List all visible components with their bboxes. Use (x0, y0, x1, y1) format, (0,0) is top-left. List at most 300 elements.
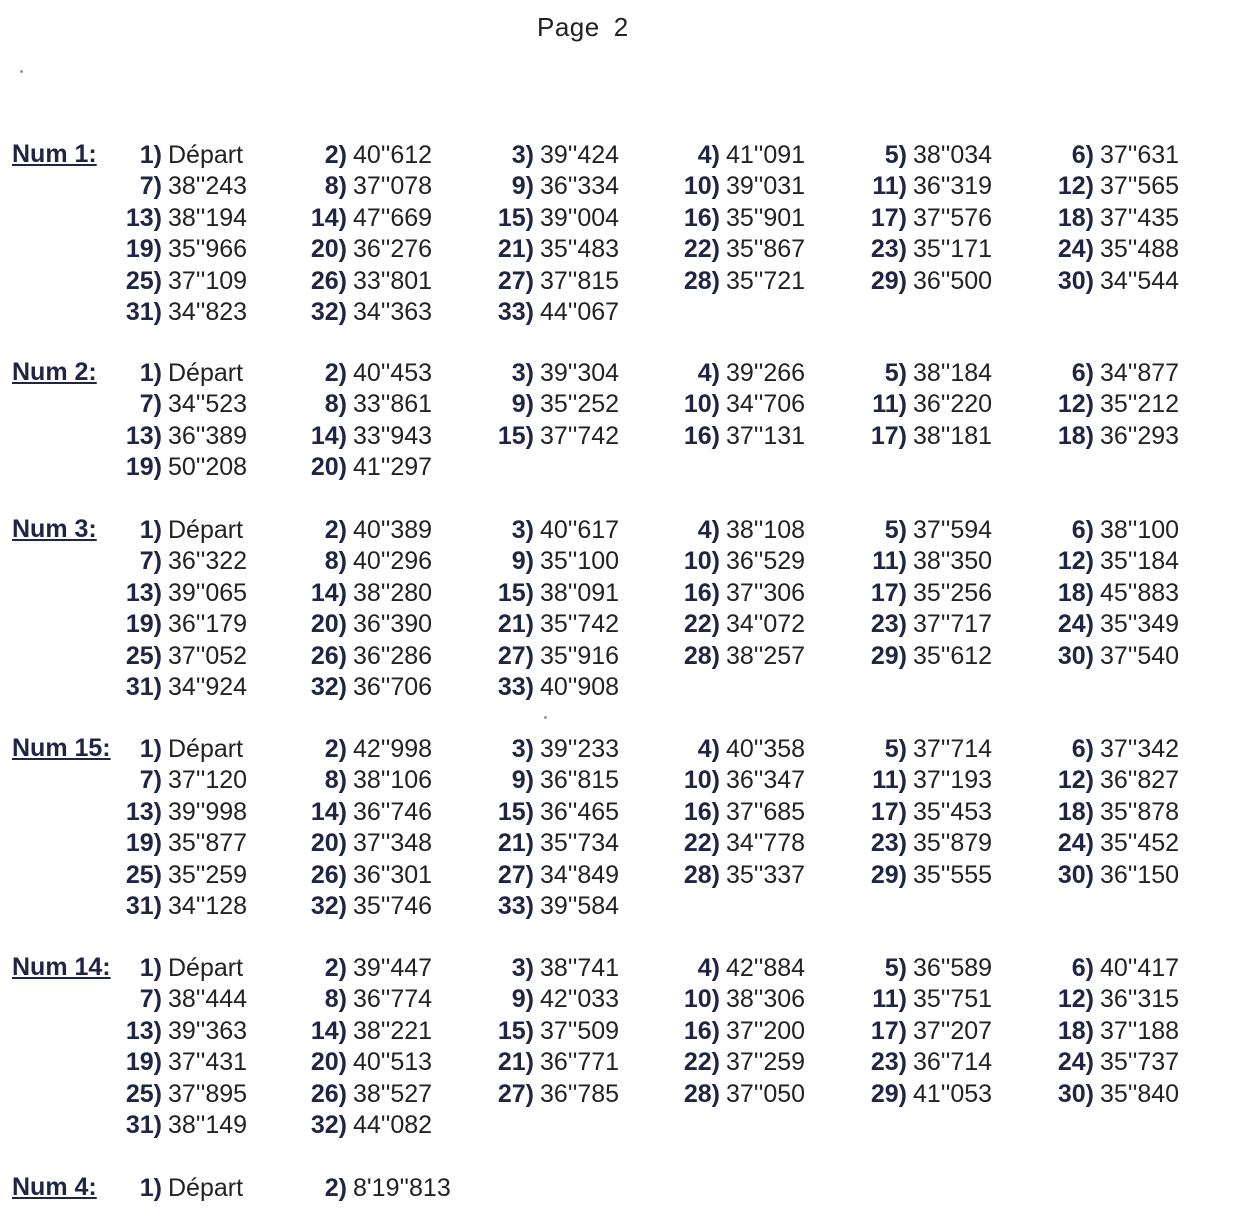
lap-time: 39''447 (353, 954, 433, 982)
lap-number: 25) (125, 266, 162, 295)
lap-entry (676, 828, 805, 859)
lap-time: 35''734 (540, 829, 620, 858)
lap-entry (303, 389, 432, 420)
lap-time: 35''916 (540, 641, 620, 670)
lap-entry (863, 358, 992, 389)
lap-number: 30) (1057, 860, 1094, 889)
lap-time: 39''233 (540, 735, 620, 763)
lap-time: 36''529 (726, 547, 806, 576)
lap-number: 32) (310, 673, 347, 701)
lap-entry (490, 734, 619, 765)
lap-entry (1050, 765, 1179, 796)
lap-time: 37''193 (913, 766, 993, 795)
lap-entry (118, 546, 247, 577)
lap-number: 26) (310, 641, 347, 670)
lap-entry (118, 234, 247, 265)
lap-time: 39''304 (540, 359, 620, 387)
lap-entry (490, 203, 619, 234)
lap-time: 40''908 (540, 673, 620, 701)
lap-entry (118, 860, 247, 891)
lap-number: 1) (139, 1174, 162, 1202)
lap-time: 36''746 (353, 797, 433, 826)
lap-entry (303, 765, 432, 796)
lap-time: 45''883 (1100, 578, 1180, 607)
lap-time: 35''737 (1100, 1048, 1180, 1077)
lap-number: 30) (1057, 1079, 1094, 1108)
lap-time: 35''966 (168, 235, 248, 264)
lap-number: 11) (872, 547, 907, 576)
lap-number: 7) (139, 766, 162, 795)
lap-entry (490, 797, 619, 828)
lap-time: 42''998 (353, 735, 433, 763)
lap-time: 38''741 (540, 954, 620, 982)
lap-time: 35''840 (1100, 1079, 1180, 1108)
lap-entry (118, 515, 243, 546)
lap-number: 5) (884, 359, 907, 387)
lap-entry (303, 1016, 432, 1047)
lap-time: Départ (168, 141, 244, 169)
lap-number: 18) (1057, 578, 1094, 607)
lap-entry (863, 1047, 992, 1078)
lap-entry (490, 609, 619, 640)
lap-time: 35''184 (1100, 547, 1180, 576)
runner-label: Num 4: (12, 1173, 97, 1201)
lap-number: 10) (683, 766, 720, 795)
lap-entry (490, 171, 619, 202)
lap-number: 21) (497, 610, 534, 639)
lap-entry (303, 140, 432, 171)
lap-number: 23) (870, 829, 907, 858)
lap-entry (676, 765, 805, 796)
lap-entry (676, 609, 805, 640)
lap-number: 4) (697, 516, 720, 544)
lap-time: Départ (168, 359, 244, 387)
lap-number: 2) (324, 954, 347, 982)
lap-entry (1050, 1016, 1179, 1047)
lap-time: 37''348 (353, 829, 433, 858)
lap-entry (118, 203, 247, 234)
lap-entry (303, 734, 432, 765)
lap-time: 40''389 (353, 516, 433, 544)
lap-time: 38''527 (353, 1079, 433, 1108)
lap-time: 40''617 (540, 516, 620, 544)
lap-number: 29) (870, 1079, 907, 1108)
lap-entry (1050, 641, 1179, 672)
lap-number: 27) (497, 860, 534, 889)
lap-entry (1050, 515, 1179, 546)
lap-number: 27) (497, 641, 534, 670)
lap-entry (1050, 1079, 1179, 1110)
lap-number: 20) (310, 453, 347, 482)
lap-time: 36''706 (353, 673, 433, 701)
lap-number: 14) (310, 578, 347, 607)
lap-entry (863, 389, 992, 420)
lap-time: 44''082 (353, 1111, 433, 1139)
lap-entry (863, 515, 992, 546)
lap-entry (1050, 828, 1179, 859)
lap-time: 39''004 (540, 203, 620, 232)
lap-number: 29) (870, 641, 907, 670)
lap-time: 37''631 (1100, 141, 1180, 169)
lap-time: 35''452 (1100, 829, 1180, 858)
lap-time: 38''091 (540, 578, 620, 607)
lap-time: 35''746 (353, 892, 433, 920)
lap-time: 37''540 (1100, 641, 1180, 670)
lap-time: 39''065 (168, 578, 248, 607)
lap-time: 37''052 (168, 641, 248, 670)
lap-entry (303, 797, 432, 828)
lap-time: 34''706 (726, 390, 806, 419)
lap-entry (118, 765, 247, 796)
lap-time: 35''877 (168, 829, 248, 858)
lap-number: 15) (497, 1016, 534, 1045)
lap-entry (118, 140, 243, 171)
lap-number: 2) (324, 516, 347, 544)
lap-number: 10) (683, 390, 720, 419)
lap-time: 37''685 (726, 797, 806, 826)
lap-entry (863, 578, 992, 609)
lap-entry (303, 266, 432, 297)
lap-time: 35''337 (726, 860, 806, 889)
lap-time: 39''363 (168, 1016, 248, 1045)
lap-time: 36''179 (168, 610, 248, 639)
lap-entry (490, 578, 619, 609)
lap-entry (303, 578, 432, 609)
lap-entry (118, 452, 247, 483)
lap-entry (303, 953, 432, 984)
lap-time: 38''034 (913, 141, 993, 169)
lap-number: 16) (683, 421, 720, 450)
lap-time: 40''296 (353, 547, 433, 576)
lap-time: 37''815 (540, 266, 620, 295)
lap-number: 31) (125, 1111, 162, 1139)
lap-time: 36''771 (540, 1048, 620, 1077)
lap-time: 38''108 (726, 516, 806, 544)
lap-time: 36''286 (353, 641, 433, 670)
lap-number: 27) (497, 266, 534, 295)
lap-entry (676, 515, 805, 546)
lap-time: 38''194 (168, 203, 248, 232)
lap-entry (490, 672, 619, 703)
lap-entry (490, 1079, 619, 1110)
lap-number: 4) (697, 359, 720, 387)
lap-entry (118, 1079, 247, 1110)
lap-entry (863, 1016, 992, 1047)
lap-number: 9) (511, 547, 534, 576)
lap-time: 34''363 (353, 298, 433, 326)
lap-number: 22) (683, 235, 720, 264)
lap-entry (490, 891, 619, 922)
lap-time: 36''774 (353, 985, 433, 1014)
lap-number: 5) (884, 954, 907, 982)
lap-entry (118, 828, 247, 859)
lap-number: 17) (870, 797, 907, 826)
lap-entry (118, 984, 247, 1015)
lap-number: 12) (1057, 172, 1094, 201)
lap-number: 20) (310, 1048, 347, 1077)
lap-number: 17) (870, 578, 907, 607)
lap-time: 38''350 (913, 547, 993, 576)
lap-time: 38''106 (353, 766, 433, 795)
lap-time: 37''742 (540, 421, 620, 450)
lap-number: 2) (324, 1174, 347, 1202)
lap-number: 7) (139, 985, 162, 1014)
lap-time: 38''181 (913, 421, 993, 450)
lap-entry (676, 797, 805, 828)
lap-entry (118, 389, 247, 420)
lap-entry (303, 515, 432, 546)
lap-number: 15) (497, 203, 534, 232)
lap-time: 35''867 (726, 235, 806, 264)
lap-number: 12) (1057, 985, 1094, 1014)
scan-speck (20, 70, 23, 73)
lap-number: 18) (1057, 421, 1094, 450)
lap-number: 31) (125, 298, 162, 326)
lap-entry (676, 358, 805, 389)
lap-time: 36''220 (913, 390, 993, 419)
lap-entry (1050, 1047, 1179, 1078)
lap-time: 34''544 (1100, 266, 1180, 295)
lap-number: 9) (511, 766, 534, 795)
lap-time: 37''131 (726, 421, 806, 450)
lap-time: 37''188 (1100, 1016, 1180, 1045)
lap-time: 36''815 (540, 766, 620, 795)
lap-time: 37''565 (1100, 172, 1180, 201)
lap-entry (118, 797, 247, 828)
lap-number: 28) (683, 1079, 720, 1108)
lap-number: 19) (125, 829, 162, 858)
lap-entry (1050, 984, 1179, 1015)
runner-label: Num 1: (12, 140, 97, 168)
lap-number: 8) (324, 172, 347, 201)
lap-number: 16) (683, 578, 720, 607)
lap-number: 13) (125, 1016, 162, 1045)
lap-time: 50''208 (168, 453, 248, 482)
lap-entry (863, 953, 992, 984)
lap-entry (676, 546, 805, 577)
lap-entry (863, 1079, 992, 1110)
lap-number: 1) (139, 359, 162, 387)
lap-time: 37''594 (913, 516, 993, 544)
lap-time: 37''509 (540, 1016, 620, 1045)
lap-number: 33) (497, 892, 534, 920)
lap-entry (676, 860, 805, 891)
lap-entry (863, 860, 992, 891)
lap-entry (303, 641, 432, 672)
lap-number: 14) (310, 421, 347, 450)
lap-entry (863, 765, 992, 796)
lap-entry (490, 1016, 619, 1047)
lap-time: 35''721 (726, 266, 806, 295)
lap-time: 41''053 (913, 1079, 993, 1108)
lap-entry (1050, 546, 1179, 577)
lap-time: 35''612 (913, 641, 993, 670)
lap-entry (676, 1016, 805, 1047)
lap-time: 33''801 (353, 266, 433, 295)
lap-entry (303, 171, 432, 202)
lap-time: 36''319 (913, 172, 993, 201)
lap-time: 36''301 (353, 860, 433, 889)
lap-number: 4) (697, 141, 720, 169)
lap-entry (1050, 860, 1179, 891)
lap-entry (118, 266, 247, 297)
lap-time: 40''417 (1100, 954, 1180, 982)
lap-entry (490, 765, 619, 796)
lap-number: 16) (683, 1016, 720, 1045)
lap-number: 3) (511, 141, 534, 169)
lap-time: 33''943 (353, 421, 433, 450)
lap-entry (303, 1173, 451, 1204)
lap-time: 42''884 (726, 954, 806, 982)
lap-entry (490, 984, 619, 1015)
lap-time: 36''827 (1100, 766, 1180, 795)
lap-number: 4) (697, 954, 720, 982)
lap-entry (303, 297, 432, 328)
lap-time: 34''072 (726, 610, 806, 639)
lap-entry (303, 828, 432, 859)
lap-time: 37''342 (1100, 735, 1180, 763)
lap-time: 38''444 (168, 985, 248, 1014)
lap-entry (676, 578, 805, 609)
lap-number: 20) (310, 235, 347, 264)
lap-number: 21) (497, 1048, 534, 1077)
lap-time: 33''861 (353, 390, 433, 419)
lap-time: 34''523 (168, 390, 248, 419)
lap-time: 38''243 (168, 172, 248, 201)
lap-time: 39''584 (540, 892, 620, 920)
lap-number: 9) (511, 172, 534, 201)
lap-entry (303, 1110, 432, 1141)
lap-number: 11) (872, 390, 907, 419)
lap-time: 37''895 (168, 1079, 248, 1108)
lap-entry (118, 171, 247, 202)
lap-entry (303, 1079, 432, 1110)
lap-number: 19) (125, 1048, 162, 1077)
lap-entry (1050, 389, 1179, 420)
lap-time: 35''555 (913, 860, 993, 889)
lap-number: 7) (139, 547, 162, 576)
lap-number: 20) (310, 610, 347, 639)
lap-number: 33) (497, 673, 534, 701)
lap-time: 35''742 (540, 610, 620, 639)
lap-time: 36''714 (913, 1048, 993, 1077)
lap-time: 35''212 (1100, 390, 1180, 419)
lap-number: 10) (683, 985, 720, 1014)
lap-number: 31) (125, 673, 162, 701)
lap-number: 24) (1057, 829, 1094, 858)
page-number: 2 (613, 12, 629, 42)
lap-number: 24) (1057, 235, 1094, 264)
lap-time: 34''778 (726, 829, 806, 858)
lap-entry (490, 515, 619, 546)
lap-number: 28) (683, 641, 720, 670)
lap-number: 7) (139, 390, 162, 419)
lap-number: 19) (125, 235, 162, 264)
lap-time: 35''879 (913, 829, 993, 858)
page-label: Page (537, 12, 600, 42)
lap-number: 4) (697, 735, 720, 763)
lap-time: 40''513 (353, 1048, 433, 1077)
lap-number: 6) (1071, 141, 1094, 169)
lap-number: 17) (870, 1016, 907, 1045)
lap-entry (676, 1047, 805, 1078)
lap-number: 10) (683, 547, 720, 576)
lap-number: 3) (511, 954, 534, 982)
lap-time: 35''171 (913, 235, 993, 264)
lap-time: 36''390 (353, 610, 433, 639)
lap-number: 24) (1057, 610, 1094, 639)
lap-entry (490, 140, 619, 171)
lap-entry (303, 452, 432, 483)
lap-entry (490, 297, 619, 328)
lap-number: 2) (324, 141, 347, 169)
lap-number: 18) (1057, 203, 1094, 232)
lap-time: 34''924 (168, 673, 248, 701)
lap-time: 37''120 (168, 766, 248, 795)
lap-number: 5) (884, 735, 907, 763)
lap-entry (1050, 578, 1179, 609)
lap-number: 20) (310, 829, 347, 858)
lap-number: 13) (125, 421, 162, 450)
lap-number: 15) (497, 797, 534, 826)
lap-entry (118, 358, 243, 389)
lap-entry (1050, 234, 1179, 265)
lap-entry (303, 891, 432, 922)
lap-number: 30) (1057, 266, 1094, 295)
lap-time: 41''297 (353, 453, 433, 482)
lap-number: 25) (125, 641, 162, 670)
lap-entry (863, 734, 992, 765)
runner-label: Num 14: (12, 953, 111, 981)
lap-time: 37''109 (168, 266, 248, 295)
lap-entry (490, 860, 619, 891)
lap-time: 40''612 (353, 141, 433, 169)
lap-number: 5) (884, 516, 907, 544)
lap-number: 15) (497, 578, 534, 607)
lap-time: 39''031 (726, 172, 806, 201)
lap-entry (1050, 734, 1179, 765)
lap-number: 3) (511, 359, 534, 387)
lap-number: 32) (310, 298, 347, 326)
lap-entry (863, 171, 992, 202)
scan-speck (544, 716, 547, 719)
lap-entry (490, 1047, 619, 1078)
lap-time: 36''322 (168, 547, 248, 576)
lap-time: Départ (168, 735, 244, 763)
lap-number: 23) (870, 1048, 907, 1077)
lap-time: 34''849 (540, 860, 620, 889)
lap-number: 32) (310, 892, 347, 920)
lap-number: 6) (1071, 359, 1094, 387)
lap-number: 18) (1057, 797, 1094, 826)
lap-time: 41''091 (726, 141, 806, 169)
lap-entry (303, 860, 432, 891)
lap-number: 5) (884, 141, 907, 169)
lap-entry (863, 234, 992, 265)
lap-number: 22) (683, 610, 720, 639)
lap-number: 11) (872, 985, 907, 1014)
lap-time: 38''306 (726, 985, 806, 1014)
lap-number: 18) (1057, 1016, 1094, 1045)
lap-number: 1) (139, 516, 162, 544)
page-header (537, 12, 629, 43)
lap-time: 42''033 (540, 985, 620, 1014)
lap-number: 27) (497, 1079, 534, 1108)
lap-number: 8) (324, 985, 347, 1014)
lap-number: 28) (683, 860, 720, 889)
lap-time: 37''306 (726, 578, 806, 607)
lap-entry (303, 1047, 432, 1078)
